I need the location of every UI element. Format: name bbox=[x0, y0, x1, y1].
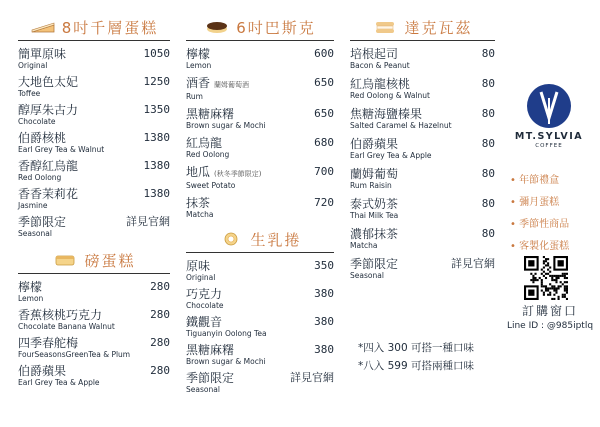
item-name-en: Original bbox=[18, 61, 48, 70]
item-list bbox=[18, 280, 170, 388]
item-name-en: Salted Caramel & Hazelnut bbox=[350, 121, 452, 130]
item-price: 600 bbox=[314, 47, 334, 60]
logo-mark-icon bbox=[527, 84, 571, 128]
item-name-en: Brown sugar & Mochi bbox=[186, 357, 266, 366]
item-name bbox=[186, 107, 306, 121]
item-name-en: Chocolate bbox=[186, 301, 224, 310]
brand-subtitle: COFFEE bbox=[535, 143, 563, 149]
menu-item bbox=[18, 159, 170, 183]
item-price: 280 bbox=[150, 336, 170, 349]
item-name bbox=[350, 227, 467, 241]
item-name bbox=[18, 103, 142, 117]
item-price: 280 bbox=[150, 308, 170, 321]
item-name-zh: 培根起司 bbox=[350, 47, 399, 61]
item-price: 380 bbox=[314, 287, 334, 300]
divider bbox=[18, 40, 170, 41]
item-name bbox=[350, 77, 467, 91]
item-name-en: Red Oolong bbox=[18, 173, 62, 182]
item-note: 蘭姆葡萄酒 bbox=[214, 81, 250, 89]
item-name bbox=[186, 165, 306, 181]
section-header-roll-cake bbox=[186, 226, 334, 252]
item-name-zh: 抹茶 bbox=[186, 196, 211, 210]
item-name bbox=[18, 187, 142, 201]
divider bbox=[186, 252, 334, 253]
cake-slice-icon bbox=[30, 20, 56, 34]
item-name-en: Original bbox=[186, 273, 216, 282]
item-list bbox=[186, 47, 334, 220]
menu-item bbox=[350, 47, 495, 71]
item-name-zh: 焦糖海鹽榛果 bbox=[350, 107, 423, 121]
menu-item bbox=[18, 187, 170, 211]
item-name bbox=[350, 197, 467, 211]
menu-item bbox=[18, 308, 170, 332]
service-item: • 客製化蛋糕 bbox=[510, 241, 570, 252]
divider bbox=[18, 273, 170, 274]
menu-item bbox=[18, 215, 170, 239]
item-name-en: Earl Grey Tea & Apple bbox=[18, 378, 100, 387]
item-name-zh: 伯爵核桃 bbox=[18, 131, 67, 145]
item-price: 詳見官網 bbox=[451, 257, 495, 270]
item-price: 80 bbox=[481, 77, 495, 90]
item-name-zh: 泰式奶茶 bbox=[350, 197, 399, 211]
item-name bbox=[18, 215, 142, 229]
item-price: 1380 bbox=[143, 131, 170, 144]
item-name-zh: 地瓜 bbox=[186, 165, 211, 179]
menu-column-3 bbox=[350, 0, 495, 287]
menu-item bbox=[186, 259, 334, 283]
bundle-offer-4: *四入 300 可搭一種口味 bbox=[358, 342, 474, 354]
menu-item bbox=[186, 287, 334, 311]
item-name-zh: 黑糖麻糬 bbox=[186, 107, 235, 121]
section-header-pound-cake bbox=[18, 247, 170, 273]
item-name bbox=[18, 131, 142, 145]
item-name-en: Bacon & Peanut bbox=[350, 61, 410, 70]
item-name-en: Lemon bbox=[18, 294, 44, 303]
item-price: 詳見官網 bbox=[126, 215, 170, 228]
item-name bbox=[350, 257, 467, 271]
menu-item bbox=[350, 107, 495, 131]
item-name-en: Earl Grey Tea & Apple bbox=[350, 151, 432, 160]
item-price: 80 bbox=[481, 227, 495, 240]
item-name bbox=[18, 336, 142, 350]
line-id: Line ID : @985iptlq bbox=[506, 321, 594, 331]
pound-cake-icon bbox=[52, 253, 78, 267]
section-title: 磅蛋糕 bbox=[84, 251, 136, 270]
item-name-zh: 大地色太妃 bbox=[18, 75, 79, 89]
item-name bbox=[186, 343, 306, 357]
item-name-en: Jasmine bbox=[18, 201, 48, 210]
item-price: 1380 bbox=[143, 159, 170, 172]
item-name-en: Chocolate Banana Walnut bbox=[18, 322, 115, 331]
section-title: 生乳捲 bbox=[250, 230, 302, 249]
menu-item bbox=[350, 77, 495, 101]
order-contact bbox=[504, 302, 596, 331]
menu-item bbox=[350, 197, 495, 221]
item-price: 1250 bbox=[143, 75, 170, 88]
menu-column-2 bbox=[186, 0, 334, 399]
menu-item bbox=[350, 227, 495, 251]
brand-logo bbox=[504, 84, 594, 149]
menu-item bbox=[186, 315, 334, 339]
item-price: 80 bbox=[481, 137, 495, 150]
item-name-en: Red Oolong bbox=[186, 150, 230, 159]
item-name bbox=[186, 196, 306, 210]
item-name-en: FourSeasonsGreenTea & Plum bbox=[18, 350, 131, 359]
item-name-en: Seasonal bbox=[350, 271, 384, 280]
item-name-zh: 檸檬 bbox=[186, 47, 211, 61]
menu-item bbox=[350, 257, 495, 281]
item-name-en: Matcha bbox=[350, 241, 378, 250]
item-price: 80 bbox=[481, 167, 495, 180]
section-header-dacquoise bbox=[350, 14, 495, 40]
item-price: 80 bbox=[481, 197, 495, 210]
item-price: 350 bbox=[314, 259, 334, 272]
item-name-zh: 伯爵蘋果 bbox=[350, 137, 399, 151]
menu-item bbox=[186, 196, 334, 220]
divider bbox=[186, 40, 334, 41]
item-name-en: Red Oolong & Walnut bbox=[350, 91, 430, 100]
services-list bbox=[510, 170, 594, 258]
item-price: 650 bbox=[314, 107, 334, 120]
menu-item bbox=[186, 107, 334, 131]
section-header-basque bbox=[186, 14, 334, 40]
line-qr-code[interactable] bbox=[524, 256, 568, 300]
roll-cake-icon bbox=[218, 232, 244, 246]
item-price: 80 bbox=[481, 107, 495, 120]
item-name-zh: 簡單原味 bbox=[18, 47, 67, 61]
item-name-zh: 伯爵蘋果 bbox=[18, 364, 67, 378]
item-name bbox=[18, 364, 142, 378]
service-item: • 彌月蛋糕 bbox=[510, 197, 560, 208]
item-name bbox=[186, 259, 306, 273]
menu-item bbox=[186, 47, 334, 71]
section-header-mille-crepe bbox=[18, 14, 170, 40]
item-name-en: Thai Milk Tea bbox=[350, 211, 399, 220]
item-name-zh: 黑糖麻糬 bbox=[186, 343, 235, 357]
menu-item bbox=[186, 76, 334, 102]
item-name-en: Sweet Potato bbox=[186, 181, 236, 190]
section-title: 6吋巴斯克 bbox=[236, 18, 316, 37]
item-price: 280 bbox=[150, 280, 170, 293]
item-name-zh: 巧克力 bbox=[186, 287, 223, 301]
item-name bbox=[186, 47, 306, 61]
item-name-en: Matcha bbox=[186, 210, 214, 219]
item-name-en: Rum bbox=[186, 92, 203, 101]
menu-item bbox=[18, 336, 170, 360]
menu-column-1 bbox=[18, 0, 170, 392]
item-list bbox=[350, 47, 495, 281]
item-name-zh: 檸檬 bbox=[18, 280, 43, 294]
item-name-zh: 四季春舵梅 bbox=[18, 336, 79, 350]
divider bbox=[350, 40, 495, 41]
item-name-en: Seasonal bbox=[18, 229, 52, 238]
item-name-en: Lemon bbox=[186, 61, 212, 70]
item-price: 80 bbox=[481, 47, 495, 60]
item-price: 650 bbox=[314, 76, 334, 89]
menu-item bbox=[350, 167, 495, 191]
item-name-zh: 原味 bbox=[186, 259, 211, 273]
item-price: 1350 bbox=[143, 103, 170, 116]
service-item: • 年節禮盒 bbox=[510, 175, 560, 186]
dacquoise-bundle-offers bbox=[358, 339, 498, 375]
menu-item bbox=[18, 280, 170, 304]
section-title: 達克瓦茲 bbox=[404, 18, 473, 37]
item-name bbox=[350, 47, 467, 61]
item-price: 1050 bbox=[143, 47, 170, 60]
menu-item bbox=[18, 47, 170, 71]
item-name-zh: 鐵觀音 bbox=[186, 315, 223, 329]
item-price: 380 bbox=[314, 343, 334, 356]
bundle-offer-8: *八入 599 可搭兩種口味 bbox=[358, 360, 474, 372]
menu-item bbox=[186, 136, 334, 160]
item-name bbox=[18, 280, 142, 294]
item-name-zh: 季節限定 bbox=[350, 257, 399, 271]
menu-item bbox=[18, 131, 170, 155]
menu-item bbox=[18, 103, 170, 127]
item-price: 280 bbox=[150, 364, 170, 377]
section-title: 8吋千層蛋糕 bbox=[61, 18, 159, 37]
item-name-zh: 醇厚朱古力 bbox=[18, 103, 79, 117]
item-name-en: Chocolate bbox=[18, 117, 56, 126]
item-name-zh: 紅烏龍 bbox=[186, 136, 223, 150]
item-name-zh: 香蕉核桃巧克力 bbox=[18, 308, 103, 322]
menu-item bbox=[18, 364, 170, 388]
item-price: 700 bbox=[314, 165, 334, 178]
item-name-zh: 香醇紅烏龍 bbox=[18, 159, 79, 173]
menu-item bbox=[186, 165, 334, 191]
item-price: 380 bbox=[314, 315, 334, 328]
item-name-en: Seasonal bbox=[186, 385, 220, 394]
item-name bbox=[350, 107, 467, 121]
item-list bbox=[186, 259, 334, 395]
item-name bbox=[18, 308, 142, 322]
item-name bbox=[18, 159, 142, 173]
item-price: 詳見官網 bbox=[290, 371, 334, 384]
order-label: 訂購窗口 bbox=[521, 304, 578, 318]
dacquoise-icon bbox=[372, 20, 398, 34]
basque-cheesecake-icon bbox=[204, 20, 230, 34]
brand-name: MT.SYLVIA bbox=[514, 131, 584, 142]
item-name-zh: 香香茉莉花 bbox=[18, 187, 79, 201]
item-name bbox=[350, 137, 467, 151]
item-name-zh: 濃郁抹茶 bbox=[350, 227, 399, 241]
menu-item bbox=[350, 137, 495, 161]
item-name bbox=[186, 371, 306, 385]
menu-item bbox=[18, 75, 170, 99]
item-name-en: Earl Grey Tea & Walnut bbox=[18, 145, 105, 154]
item-name-zh: 紅烏龍核桃 bbox=[350, 77, 411, 91]
item-name bbox=[18, 75, 142, 89]
item-name bbox=[186, 136, 306, 150]
item-name bbox=[186, 287, 306, 301]
item-price: 720 bbox=[314, 196, 334, 209]
item-name bbox=[186, 76, 306, 92]
service-item: • 季節性商品 bbox=[510, 219, 570, 230]
item-name-en: Toffee bbox=[18, 89, 41, 98]
item-name-zh: 蘭姆葡萄 bbox=[350, 167, 399, 181]
item-name-en: Brown sugar & Mochi bbox=[186, 121, 266, 130]
item-price: 680 bbox=[314, 136, 334, 149]
item-name bbox=[18, 47, 142, 61]
item-name bbox=[186, 315, 306, 329]
item-name-zh: 季節限定 bbox=[186, 371, 235, 385]
item-price: 1380 bbox=[143, 187, 170, 200]
menu-item bbox=[186, 343, 334, 367]
item-note: (秋冬季節限定) bbox=[214, 170, 262, 178]
item-name-zh: 酒香 bbox=[186, 76, 211, 90]
item-name-en: Tiguanyin Oolong Tea bbox=[186, 329, 267, 338]
item-name bbox=[350, 167, 467, 181]
item-name-zh: 季節限定 bbox=[18, 215, 67, 229]
item-name-en: Rum Raisin bbox=[350, 181, 392, 190]
item-list bbox=[18, 47, 170, 239]
menu-item bbox=[186, 371, 334, 395]
